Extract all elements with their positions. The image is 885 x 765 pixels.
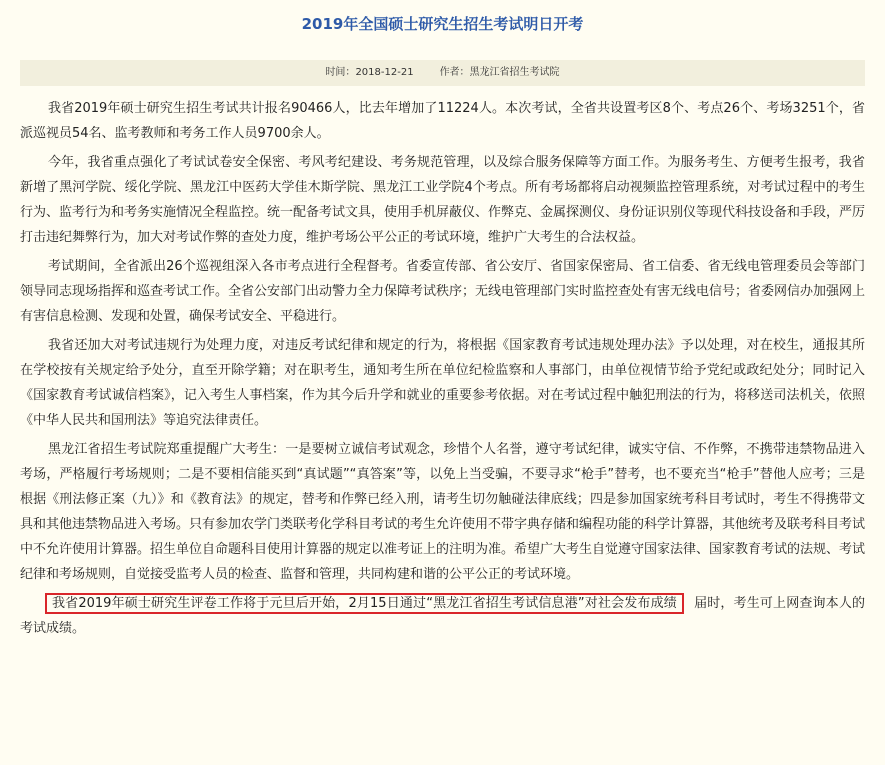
paragraph: 考试期间，全省派出26个巡视组深入各市考点进行全程督考。省委宣传部、省公安厅、省国家保密局、省工信委、省无线电管理委员会等部门领导同志现场指挥和巡查考试工作。全省公安部门出动警力全力保障考试秩序；无线电管理部门实时监控查处有害无线电信号；省委网信办加强网上有害信息检测、发现和处置，确保考试安全、平稳进行。 [20, 259, 866, 324]
article-meta-bar [20, 60, 865, 86]
article-body [20, 96, 865, 645]
article-title: 2019年全国硕士研究生招生考试明日开考 [301, 15, 584, 33]
author-label: 作者： [439, 67, 470, 78]
final-paragraph [20, 591, 865, 641]
time-value: 2018-12-21 [355, 67, 414, 78]
final-paragraph-rest: ，届时，考生可上网查询本人的考试成绩。 [20, 596, 865, 636]
author-value: 黑龙江省招生考试院 [469, 67, 560, 78]
time-label: 时间： [325, 67, 356, 78]
paragraph: 我省2019年硕士研究生招生考试共计报名90466人，比去年增加了11224人。本次考试，全省共设置考区8个、考点26个、考场3251个，省派巡视员54名、监考教师和考务工作人员9700余人。 [20, 101, 865, 141]
paragraph: 我省还加大对考试违规行为处理力度，对违反考试纪律和规定的行为，将根据《国家教育考试违规处理办法》予以处理，对在校生，通报其所在学校按有关规定给予处分，直至开除学籍；对在职考生，通知考生所在单位纪检监察和人事部门，由单位视情节给予党纪或政纪处分；同时记入《国家教育考试诚信档案》，记入考生人事档案，作为其今后升学和就业的重要参考依据。对在考试过程中触犯刑法的行为，将移送司法机关，依照《中华人民共和国刑法》等追究法律责任。 [20, 338, 865, 428]
paragraph: 今年，我省重点强化了考试试卷安全保密、考风考纪建设、考务规范管理，以及综合服务保障等方面工作。为服务考生、方便考生报考，我省新增了黑河学院、绥化学院、黑龙江中医药大学佳木斯学院、黑龙江工业学院4个考点。所有考场都将启动视频监控管理系统，对考试过程中的考生行为、监考行为和考务实施情况全程监控。统一配备考试文具，使用手机屏蔽仪、作弊克、金属探测仪、身份证识别仪等现代科技设备和手段，严厉打击违纪舞弊行为，加大对考试作弊的查处力度，维护考场公平公正的考试环境，维护广大考生的合法权益。 [20, 155, 866, 245]
highlighted-results-notice: 我省2019年硕士研究生评卷工作将于元旦后开始，2月15日通过“黑龙江省招生考试信息港”对社会发布成绩 [48, 596, 681, 611]
paragraph: 黑龙江省招生考试院郑重提醒广大考生：一是要树立诚信考试观念，珍惜个人名誉，遵守考试纪律，诚实守信、不作弊，不携带违禁物品进入考场，严格履行考场规则；二是不要相信能买到“真试题”“真答案”等，以免上当受骗，不要寻求“枪手”替考，也不要充当“枪手”替他人应考；三是根据《刑法修正案（九）》和《教育法》的规定，替考和作弊已经入刑，请考生切勿触碰法律底线；四是参加国家统考科目考试时，考生不得携带文具和其他违禁物品进入考场。只有参加农学门类联考化学科目考试的考生允许使用不带字典存储和编程功能的科学计算器，其他统考及联考科目考试中不允许使用计算器。招生单位自命题科目使用计算器的规定以准考证上的注明为准。希望广大考生自觉遵守国家法律、国家教育考试的法规、考试纪律和考场规则，自觉接受监考人员的检查、监督和管理，共同构建和谐的公平公正的考试环境。 [20, 442, 866, 582]
